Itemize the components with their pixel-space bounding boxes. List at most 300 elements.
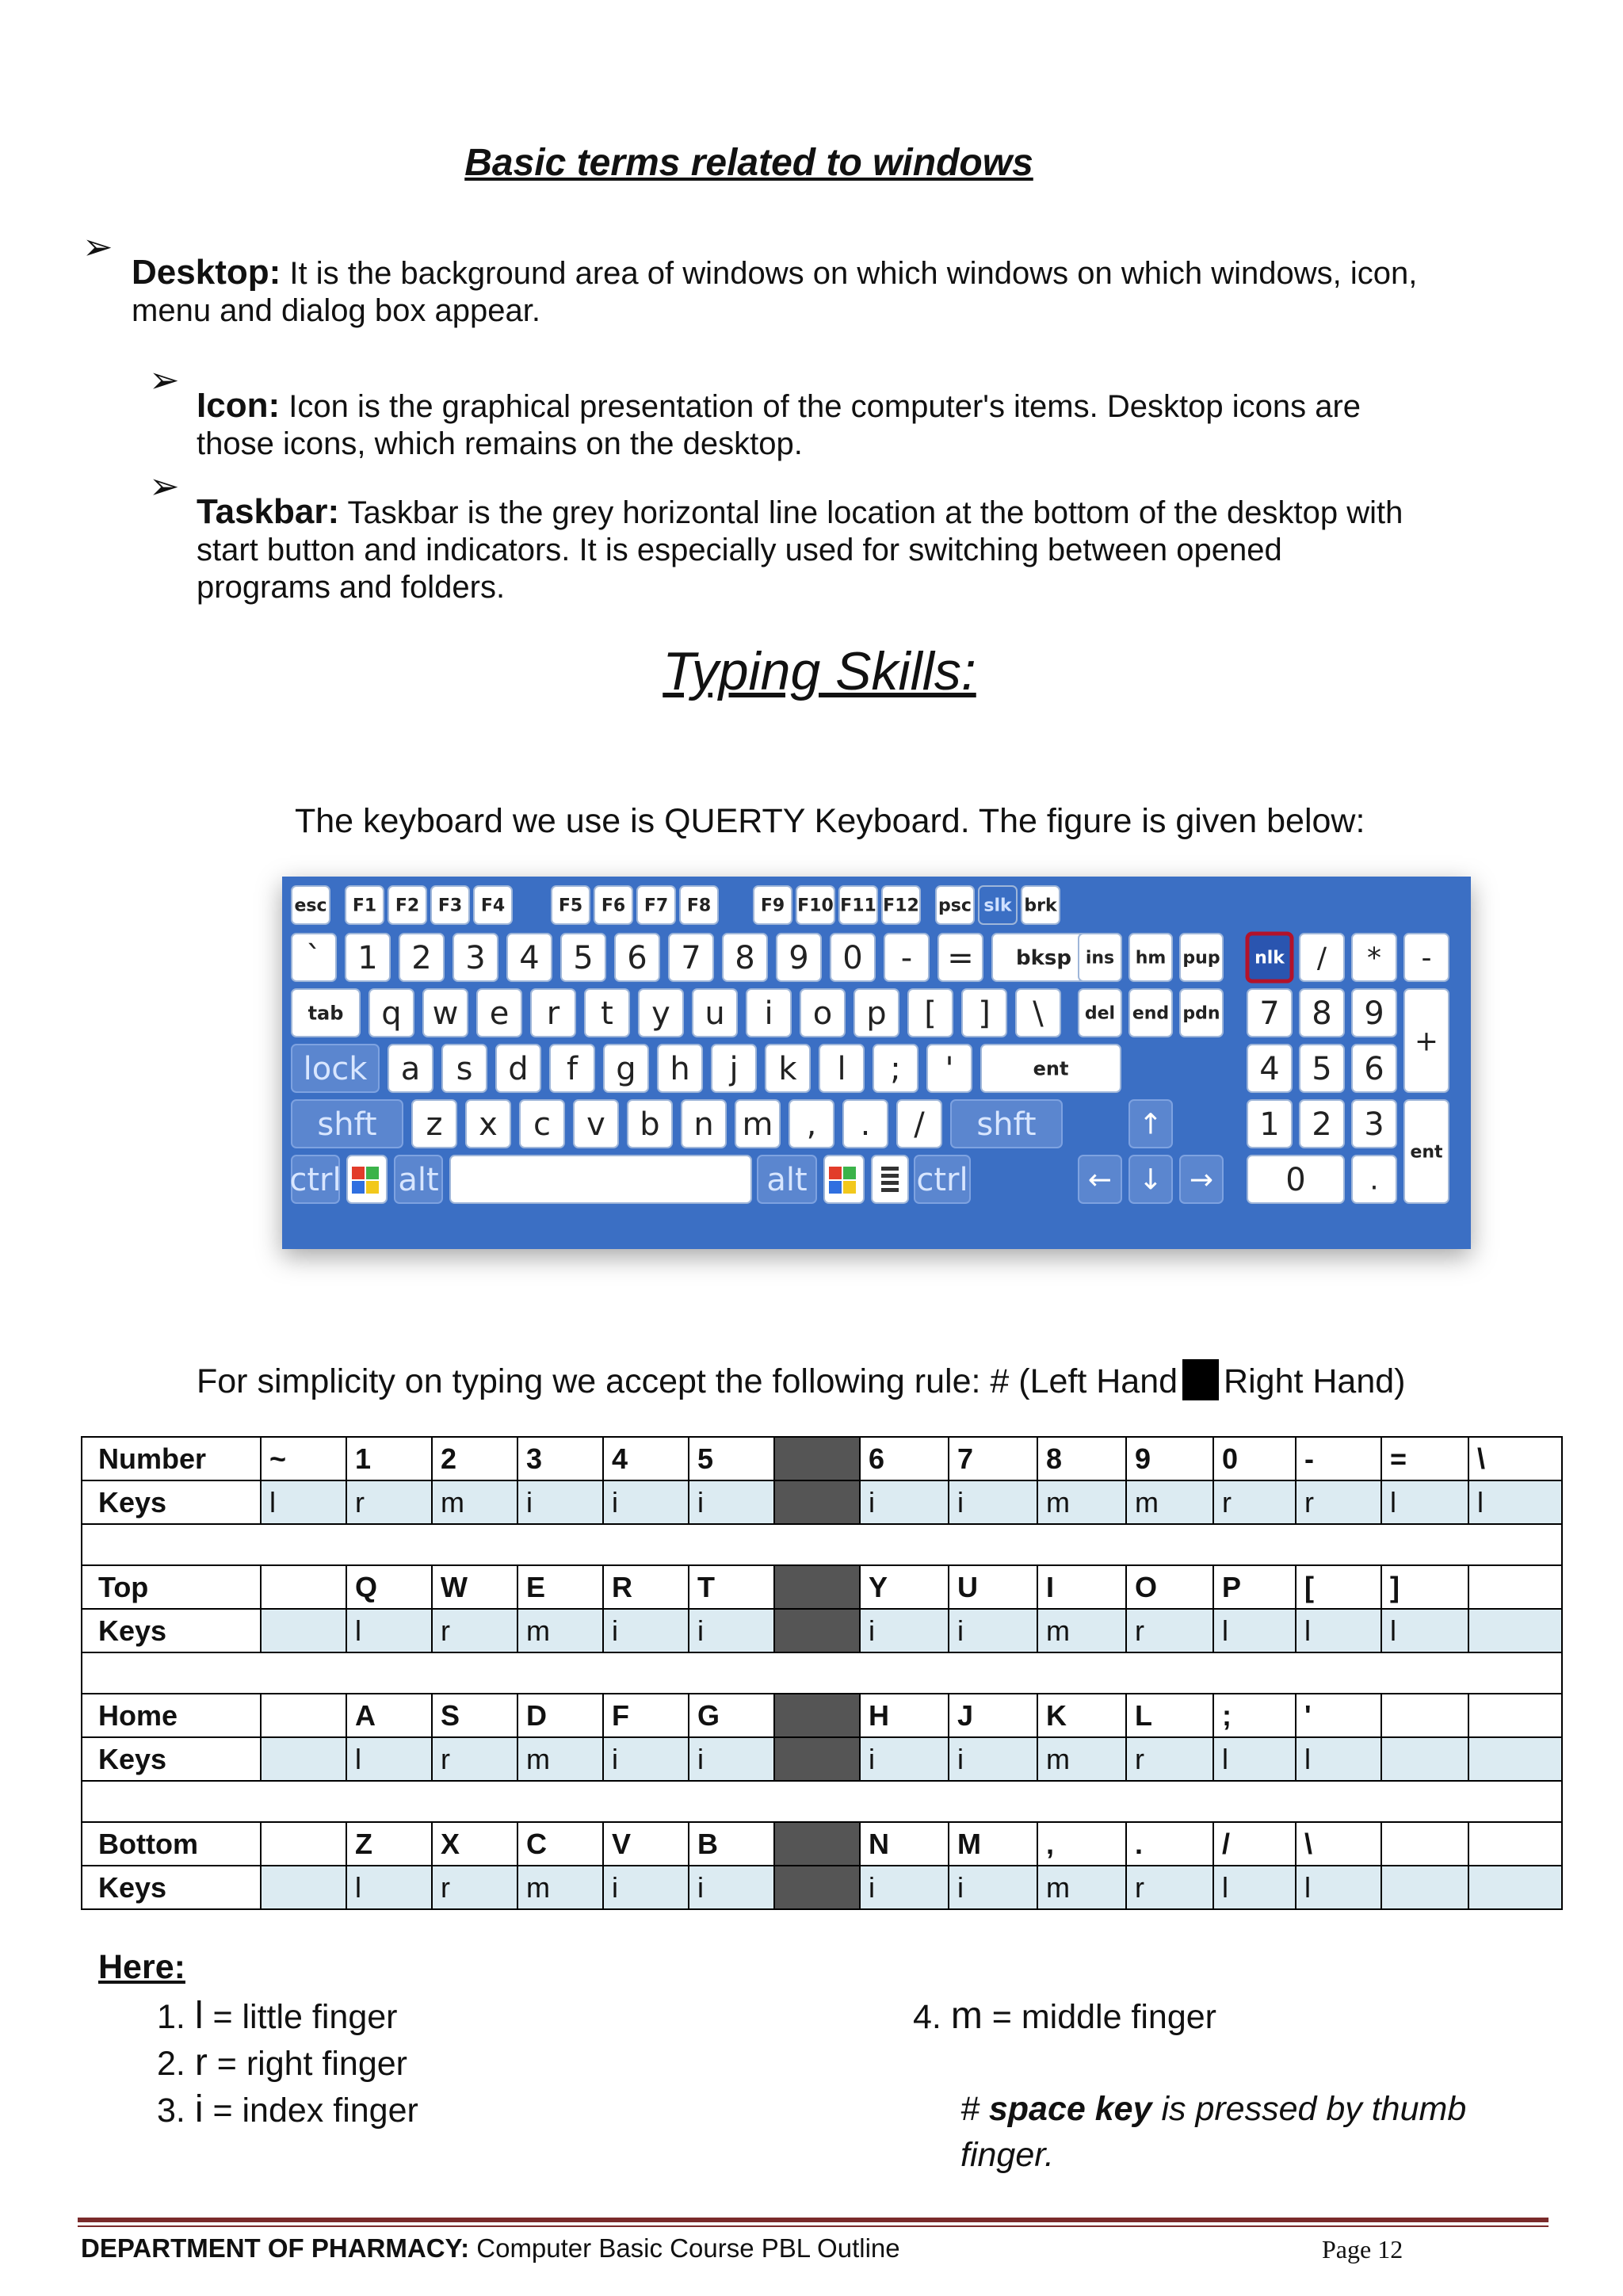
keyboard-key [884,934,929,981]
svg-text:7: 7 [1259,995,1280,1032]
table-row [82,1737,1562,1781]
svg-text:2: 2 [411,940,432,976]
space-key-note [960,2086,1531,2178]
note-text: is pressed by thumb finger. [960,2090,1467,2174]
term-label: Icon: [197,386,281,425]
keyboard-key [962,989,1006,1037]
key-cell: P [1213,1565,1296,1609]
svg-text:5: 5 [1312,1051,1332,1087]
finger-cell: i [517,1480,603,1524]
svg-text:=: = [947,940,974,976]
term-text: those icons, which remains on the desktop. [197,426,803,461]
key-cell [1468,1565,1562,1609]
keyboard-figure [282,877,1471,1249]
keyboard-key [1300,1100,1344,1148]
finger-cell: r [1213,1480,1296,1524]
finger-cell [1468,1866,1562,1909]
svg-text:w: w [432,995,459,1032]
keyboard-key [1247,1045,1292,1092]
svg-text:esc: esc [294,896,327,916]
key-cell: H [860,1694,949,1737]
windows-logo-part [366,1181,379,1194]
svg-text:o: o [812,995,833,1032]
finger-cell: r [346,1480,432,1524]
svg-text:q: q [381,995,402,1032]
finger-cell: r [432,1866,517,1909]
svg-text:←: ← [1087,1163,1113,1197]
key-cell [774,1822,860,1866]
svg-text:pdn: pdn [1182,1003,1220,1024]
finger-cell [774,1609,860,1652]
key-cell: W [432,1565,517,1609]
svg-text:t: t [601,995,613,1032]
key-cell: A [346,1694,432,1737]
svg-text:hm: hm [1135,948,1167,968]
keyboard-key [531,989,575,1037]
finger-cell: l [1381,1480,1468,1524]
svg-text:psc: psc [938,896,972,916]
key-cell: 5 [689,1437,774,1480]
key-cell [1468,1822,1562,1866]
row-label: Keys [82,1737,261,1781]
key-cell: J [949,1694,1037,1737]
svg-text:2: 2 [1312,1106,1332,1143]
legend-item [157,2041,407,2084]
typing-skills-heading: Typing Skills: [663,641,976,701]
svg-text:/: / [1316,942,1327,975]
keyboard-key [442,1045,487,1092]
svg-text:v: v [586,1106,605,1143]
spacer-cell [82,1652,1562,1694]
row-label: Home [82,1694,261,1737]
table-spacer-row [82,1652,1562,1694]
svg-text:b: b [640,1106,660,1143]
keyboard-key [1129,934,1172,981]
key-cell: R [603,1565,689,1609]
keyboard-key [1180,989,1223,1037]
keyboard-key [1180,1156,1223,1203]
key-cell: D [517,1694,603,1737]
finger-cell: l [1296,1609,1381,1652]
keyboard-key [658,1045,702,1092]
legend-text: = right finger [207,2045,407,2083]
key-cell: Q [346,1565,432,1609]
finger-cell: i [949,1737,1037,1781]
svg-text:↑: ↑ [1138,1108,1163,1141]
keyboard-key [1300,1045,1344,1092]
keyboard-key [412,1100,456,1148]
key-cell: 9 [1126,1437,1213,1480]
finger-cell: i [689,1737,774,1781]
key-cell: F [603,1694,689,1737]
keyboard-key [399,934,444,981]
keyboard-key [981,1045,1121,1092]
row-label: Number [82,1437,261,1480]
hand-rule-text: Right Hand) [1224,1362,1406,1400]
keyboard-key [1352,934,1396,981]
windows-logo-part [352,1181,365,1194]
finger-cell: i [603,1737,689,1781]
finger-cell: l [1213,1609,1296,1652]
key-cell: N [860,1822,949,1866]
svg-text:x: x [479,1106,498,1143]
legend-number: 2. [157,2045,185,2083]
finger-cell: m [517,1866,603,1909]
svg-text:3: 3 [465,940,486,976]
term-text: start button and indicators. It is especially used for switching between opened [197,533,1282,567]
page-heading: Basic terms related to windows [464,142,1033,184]
term-label: Desktop: [132,253,281,292]
bullet-arrow-icon: ➢ [82,226,113,267]
keyboard-key [1079,989,1121,1037]
finger-cell: r [1126,1737,1213,1781]
keyboard-key [1247,1100,1292,1148]
keyboard-key [289,1156,341,1203]
keyboard-key [292,886,330,924]
term-taskbar [197,493,1512,606]
note-prefix: # [960,2090,989,2128]
svg-text:y: y [651,995,670,1032]
svg-text:c: c [533,1106,551,1143]
key-cell: 2 [432,1437,517,1480]
legend-text: = middle finger [982,1998,1216,2036]
svg-text:alt: alt [766,1162,808,1198]
finger-cell: i [949,1609,1037,1652]
finger-cell: l [1468,1480,1562,1524]
term-text: It is the background area of windows on which windows on which windows, icon, [289,256,1418,291]
keyboard-key [777,934,821,981]
keyboard-key [936,886,974,924]
keyboard-key [615,934,659,981]
svg-text:8: 8 [735,940,755,976]
keyboard-key [723,934,767,981]
svg-text:F7: F7 [643,896,669,916]
row-label: Keys [82,1609,261,1652]
svg-text:F10: F10 [797,896,834,916]
svg-text:5: 5 [573,940,594,976]
keyboard-key [1247,1156,1344,1203]
svg-text:d: d [508,1051,529,1087]
svg-text:e: e [489,995,510,1032]
svg-text:a: a [400,1051,421,1087]
term-text: Taskbar is the grey horizontal line location at the bottom of the desktop with [347,495,1403,530]
key-cell: X [432,1822,517,1866]
svg-text:h: h [670,1051,690,1087]
finger-cell: m [1037,1866,1126,1909]
key-cell: \ [1468,1437,1562,1480]
finger-cell [261,1609,346,1652]
key-cell: K [1037,1694,1126,1737]
key-cell [1381,1694,1468,1737]
finger-cell: i [603,1609,689,1652]
hand-rule [197,1359,1406,1401]
finger-cell: i [860,1737,949,1781]
keyboard-key [637,886,675,924]
keyboard-key [927,1045,972,1092]
key-cell: = [1381,1437,1468,1480]
finger-table [81,1436,1563,1910]
key-cell: \ [1296,1822,1381,1866]
svg-text:u: u [705,995,725,1032]
finger-cell: l [261,1480,346,1524]
svg-text:]: ] [978,995,991,1032]
key-cell: 3 [517,1437,603,1480]
svg-text:.: . [860,1106,871,1143]
svg-text:4: 4 [1259,1051,1280,1087]
finger-cell: i [949,1480,1037,1524]
keyboard-key [346,934,390,981]
footer-rule [78,2218,1549,2222]
finger-cell: m [1037,1737,1126,1781]
svg-text:F5: F5 [558,896,583,916]
keyboard-intro: The keyboard we use is QUERTY Keyboard. The figure is given below: [295,802,1365,840]
svg-text:F8: F8 [686,896,712,916]
svg-text:9: 9 [789,940,809,976]
keyboard-key [693,989,737,1037]
term-desktop [132,254,1510,330]
svg-text:1: 1 [357,940,378,976]
key-cell [774,1565,860,1609]
svg-text:↓: ↓ [1138,1163,1163,1197]
keyboard-key [292,934,336,981]
keyboard-key [1404,989,1449,1092]
windows-logo-part [843,1167,856,1179]
finger-cell [261,1737,346,1781]
legend-symbol: r [194,2042,208,2084]
finger-cell: r [1126,1609,1213,1652]
key-cell: Z [346,1822,432,1866]
keyboard-key [520,1100,564,1148]
keyboard-key [1079,934,1121,981]
keyboard-key [395,1156,442,1203]
keyboard-key [1079,1156,1121,1203]
table-row [82,1866,1562,1909]
keyboard-key [466,1100,510,1148]
footer-text [81,2233,900,2264]
keyboard-image [282,877,1471,1249]
keyboard-key [604,1045,648,1092]
svg-text:F9: F9 [760,896,785,916]
svg-text:': ' [945,1051,954,1087]
finger-cell [261,1866,346,1909]
svg-text:3: 3 [1364,1106,1384,1143]
finger-cell: l [1296,1866,1381,1909]
legend-number: 4. [913,1998,941,2036]
keyboard-key [388,1045,433,1092]
svg-text:tab: tab [307,1002,344,1025]
finger-cell: m [517,1737,603,1781]
table-row [82,1694,1562,1737]
keyboard-key [1300,989,1344,1037]
legend-symbol: l [194,1995,204,2037]
keyboard-key [1247,934,1292,981]
finger-cell: l [346,1866,432,1909]
legend-symbol: i [194,2088,204,2130]
svg-text:8: 8 [1312,995,1332,1032]
table-spacer-row [82,1524,1562,1565]
finger-cell: m [432,1480,517,1524]
term-text: menu and dialog box appear. [132,293,540,328]
legend-symbol: m [950,1995,983,2037]
finger-cell: r [1126,1866,1213,1909]
table-row [82,1822,1562,1866]
svg-text:s: s [456,1051,473,1087]
svg-text:p: p [866,995,887,1032]
key-cell: ] [1381,1565,1468,1609]
key-cell: B [689,1822,774,1866]
key-cell [261,1565,346,1609]
keyboard-key [1352,1045,1396,1092]
menu-icon-line [881,1167,899,1171]
keyboard-key [1247,989,1292,1037]
windows-logo-part [352,1167,365,1179]
key-cell [1381,1822,1468,1866]
svg-text:lock: lock [303,1051,368,1087]
svg-text:r: r [546,995,560,1032]
finger-cell [774,1866,860,1909]
finger-cell: i [689,1480,774,1524]
key-cell: 1 [346,1437,432,1480]
keyboard-key [369,989,414,1037]
keyboard-key [423,989,468,1037]
keyboard-key [938,934,983,981]
finger-cell: l [1213,1866,1296,1909]
finger-cell [1381,1866,1468,1909]
keyboard-key [682,1100,726,1148]
svg-text:end: end [1132,1003,1170,1024]
key-cell: 6 [860,1437,949,1480]
key-cell: G [689,1694,774,1737]
svg-text:6: 6 [1364,1051,1384,1087]
finger-cell: l [1213,1737,1296,1781]
key-cell: S [432,1694,517,1737]
keyboard-key [292,1045,379,1092]
finger-cell: r [432,1609,517,1652]
keyboard-key [669,934,713,981]
keyboard-key [292,1100,403,1148]
finger-cell: i [860,1866,949,1909]
footer-department: DEPARTMENT OF PHARMACY: [81,2233,470,2263]
key-cell: O [1126,1565,1213,1609]
finger-cell: l [1381,1609,1468,1652]
svg-text:ins: ins [1085,948,1115,968]
keyboard-key [1352,989,1396,1037]
table-row [82,1609,1562,1652]
svg-text:slk: slk [983,896,1012,916]
row-label: Top [82,1565,261,1609]
spacer-cell [82,1524,1562,1565]
svg-text:F1: F1 [352,896,377,916]
key-cell: M [949,1822,1037,1866]
keyboard-key [796,886,834,924]
keyboard-key [1404,934,1449,981]
finger-cell: m [517,1609,603,1652]
key-cell: [ [1296,1565,1381,1609]
svg-text:F2: F2 [395,896,420,916]
keyboard-key [639,989,683,1037]
finger-cell: m [1037,1609,1126,1652]
keyboard-key [839,886,877,924]
menu-key-icon [872,1156,908,1203]
keyboard-key [819,1045,864,1092]
keyboard-key [1180,934,1223,981]
keyboard-key [882,886,920,924]
svg-text:1: 1 [1259,1106,1280,1143]
legend-heading: Here: [98,1948,185,1986]
keyboard-key [979,886,1017,924]
svg-text:shft: shft [976,1106,1037,1143]
bullet-arrow-icon: ➢ [149,359,180,400]
keyboard-key [594,886,632,924]
svg-text:nlk: nlk [1254,948,1285,968]
svg-text:ctrl: ctrl [916,1162,968,1198]
table-row [82,1565,1562,1609]
svg-text:-: - [900,940,913,976]
svg-text:F12: F12 [883,896,919,916]
row-label: Bottom [82,1822,261,1866]
svg-text:j: j [729,1051,739,1087]
keyboard-key [800,989,845,1037]
spacer-cell [82,1781,1562,1822]
keyboard-key [1129,1100,1172,1148]
windows-logo-part [366,1167,379,1179]
key-cell: . [1126,1822,1213,1866]
finger-cell: i [689,1866,774,1909]
svg-text:F6: F6 [601,896,626,916]
finger-cell: m [1126,1480,1213,1524]
key-cell: L [1126,1694,1213,1737]
svg-text:9: 9 [1364,995,1384,1032]
keyboard-key [712,1045,756,1092]
finger-cell: r [432,1737,517,1781]
term-text: programs and folders. [197,570,506,605]
footer-rule-thin [78,2225,1549,2227]
svg-text:→: → [1189,1163,1214,1197]
svg-text:,: , [806,1106,817,1143]
finger-cell: i [689,1609,774,1652]
keyboard-key [474,886,512,924]
svg-text:ctrl: ctrl [289,1162,342,1198]
keyboard-key [897,1100,941,1148]
svg-text:alt: alt [398,1162,439,1198]
windows-logo-part [829,1167,842,1179]
term-label: Taskbar: [197,492,340,531]
svg-text:shft: shft [317,1106,377,1143]
menu-icon-line [881,1181,899,1185]
keyboard-key [758,1156,816,1203]
svg-text:z: z [426,1106,443,1143]
finger-cell: l [1296,1737,1381,1781]
keyboard-key [1129,1156,1172,1203]
key-cell: ~ [261,1437,346,1480]
keyboard-key [680,886,718,924]
key-cell: 4 [603,1437,689,1480]
legend-number: 3. [157,2092,185,2130]
windows-logo-part [843,1181,856,1194]
svg-text:del: del [1084,1003,1116,1024]
table-spacer-row [82,1781,1562,1822]
svg-text:ent: ent [1033,1057,1069,1080]
svg-text:F3: F3 [437,896,463,916]
svg-text:+: + [1414,1025,1439,1058]
table-row [82,1480,1562,1524]
keyboard-key [1022,886,1060,924]
keyboard-key [507,934,552,981]
svg-text:`: ` [306,940,322,976]
keyboard-key [1016,989,1060,1037]
keyboard-key [292,989,360,1037]
bullet-arrow-icon: ➢ [149,465,180,506]
